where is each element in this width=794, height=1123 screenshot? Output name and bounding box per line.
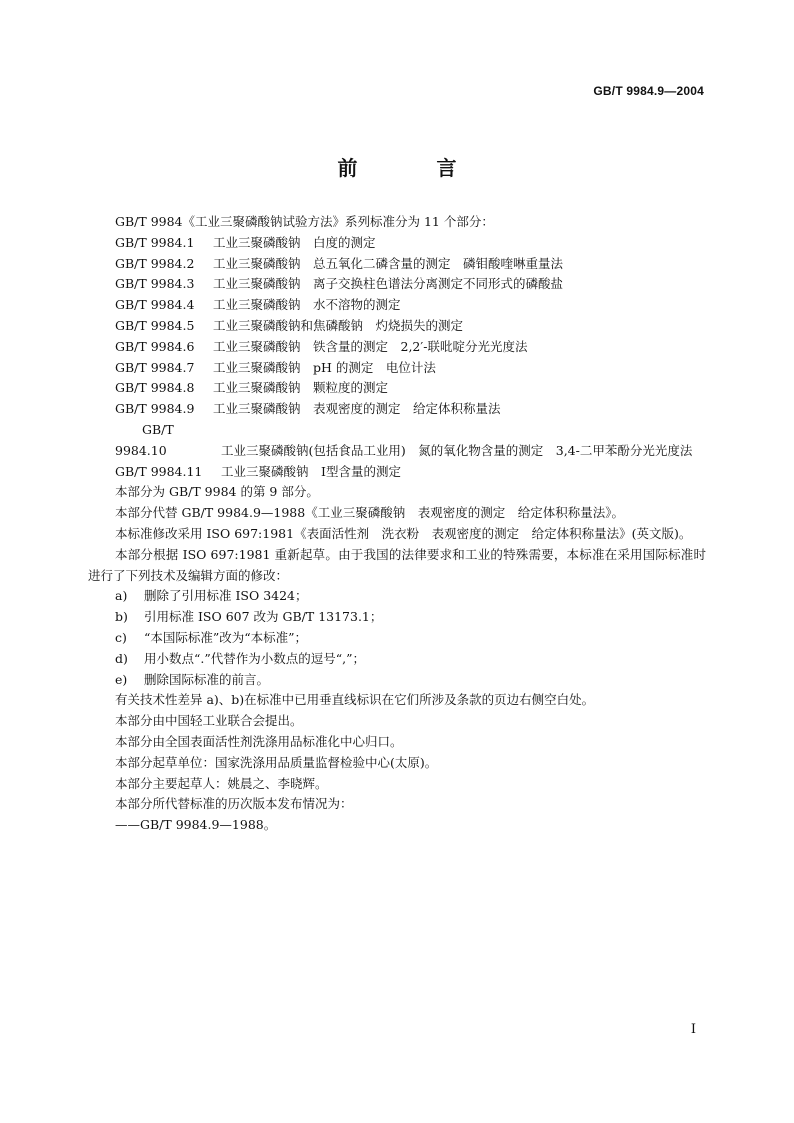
part-line-7 [88, 358, 706, 379]
part-line-1 [88, 233, 706, 254]
technical-difference-note: 有关技术性差异 a)、b)在标准中已用垂直线标识在它们所涉及条款的页边右侧空白处。 [115, 692, 595, 708]
part-title: 工业三聚磷酸钠和焦磷酸钠 灼烧损失的测定 [213, 317, 464, 333]
part-line-2 [88, 254, 706, 275]
list-marker: a) [115, 588, 128, 604]
list-text: 删除国际标准的前言。 [144, 671, 270, 687]
part-title: 工业三聚磷酸钠 水不溶物的测定 [213, 297, 401, 313]
list-item [88, 586, 706, 607]
list-item [88, 607, 706, 628]
page-title: 前 言 [337, 156, 493, 180]
list-item [88, 628, 706, 649]
drafters-paragraph: 本部分主要起草人：姚晨之、李晓辉。 [115, 775, 328, 791]
part-title: 工业三聚磷酸钠 铁含量的测定 2,2′-联吡啶分光光度法 [213, 338, 528, 354]
part-code: GB/T 9984.6 [115, 338, 195, 354]
list-marker: b) [115, 609, 128, 625]
drafting-unit-paragraph: 本部分起草单位：国家洗涤用品质量监督检验中心(太原)。 [115, 754, 438, 770]
part-title: 工业三聚磷酸钠(包括食品工业用) 氮的氧化物含量的测定 3,4-二甲苯酚分光光度法 [221, 442, 693, 458]
part-line-9 [88, 399, 706, 420]
part-line-8 [88, 378, 706, 399]
part-code: GB/T 9984.8 [115, 380, 195, 396]
history-item: ——GB/T 9984.9—1988。 [115, 817, 277, 833]
part-code: GB/T 9984.1 [115, 234, 195, 250]
list-marker: c) [115, 629, 127, 645]
list-marker: d) [115, 650, 128, 666]
intro-paragraph: GB/T 9984《工业三聚磷酸钠试验方法》系列标准分为 11 个部分： [115, 214, 494, 229]
list-text: 引用标准 ISO 607 改为 GB/T 13173.1； [144, 609, 383, 625]
part-line-11 [88, 462, 706, 483]
part-line-6 [88, 337, 706, 358]
part-line-10 [88, 420, 706, 462]
scope-paragraph: 本部分为 GB/T 9984 的第 9 部分。 [115, 484, 319, 500]
part-code: GB/T 9984.9 [115, 401, 195, 417]
proposer-paragraph: 本部分由中国轻工业联合会提出。 [115, 713, 303, 729]
part-line-4 [88, 295, 706, 316]
list-item [88, 670, 706, 691]
part-title: 工业三聚磷酸钠 表观密度的测定 给定体积称量法 [213, 401, 501, 417]
list-text: “本国际标准”改为“本标准”； [144, 629, 308, 645]
adoption-paragraph: 本标准修改采用 ISO 697:1981《表面活性剂 洗衣粉 表观密度的测定 给定体积称量法》(英文版)。 [115, 525, 692, 541]
part-code: GB/T 9984.4 [115, 297, 195, 313]
part-title: 工业三聚磷酸钠 白度的测定 [213, 234, 376, 250]
history-intro-paragraph: 本部分所代替标准的历次版本发布情况为： [115, 796, 353, 812]
document-code-header: GB/T 9984.9—2004 [593, 84, 704, 98]
governing-body-paragraph: 本部分由全国表面活性剂洗涤用品标准化中心归口。 [115, 733, 403, 749]
part-title: 工业三聚磷酸钠 颗粒度的测定 [213, 380, 389, 396]
part-title: 工业三聚磷酸钠 Ⅰ型含量的测定 [221, 463, 401, 479]
page-number: I [690, 1022, 696, 1037]
part-code: GB/T 9984.5 [115, 317, 195, 333]
modification-paragraph: 本部分根据 ISO 697:1981 重新起草。由于我国的法律要求和工业的特殊需要，本标准在采用国际标准时进行了下列技术及编辑方面的修改： [88, 546, 706, 583]
list-item [88, 649, 706, 670]
part-code: GB/T 9984.3 [115, 276, 195, 292]
document-body [88, 212, 706, 836]
part-title: 工业三聚磷酸钠 离子交换柱色谱法分离测定不同形式的磷酸盐 [213, 276, 564, 292]
part-code: GB/T 9984.11 [115, 463, 203, 479]
part-title: 工业三聚磷酸钠 pH 的测定 电位计法 [213, 359, 436, 375]
part-line-3 [88, 274, 706, 295]
part-code: GB/T 9984.10 [115, 421, 174, 458]
replacement-paragraph: 本部分代替 GB/T 9984.9—1988《工业三聚磷酸钠 表观密度的测定 给定体积称量法》。 [115, 505, 624, 521]
part-code: GB/T 9984.2 [115, 255, 195, 271]
list-marker: e) [115, 671, 128, 687]
part-title: 工业三聚磷酸钠 总五氧化二磷含量的测定 磷钼酸喹啉重量法 [213, 255, 564, 271]
list-text: 用小数点“.”代替作为小数点的逗号“,”； [144, 650, 366, 666]
part-line-5 [88, 316, 706, 337]
part-code: GB/T 9984.7 [115, 359, 195, 375]
list-text: 删除了引用标准 ISO 3424； [144, 588, 308, 604]
